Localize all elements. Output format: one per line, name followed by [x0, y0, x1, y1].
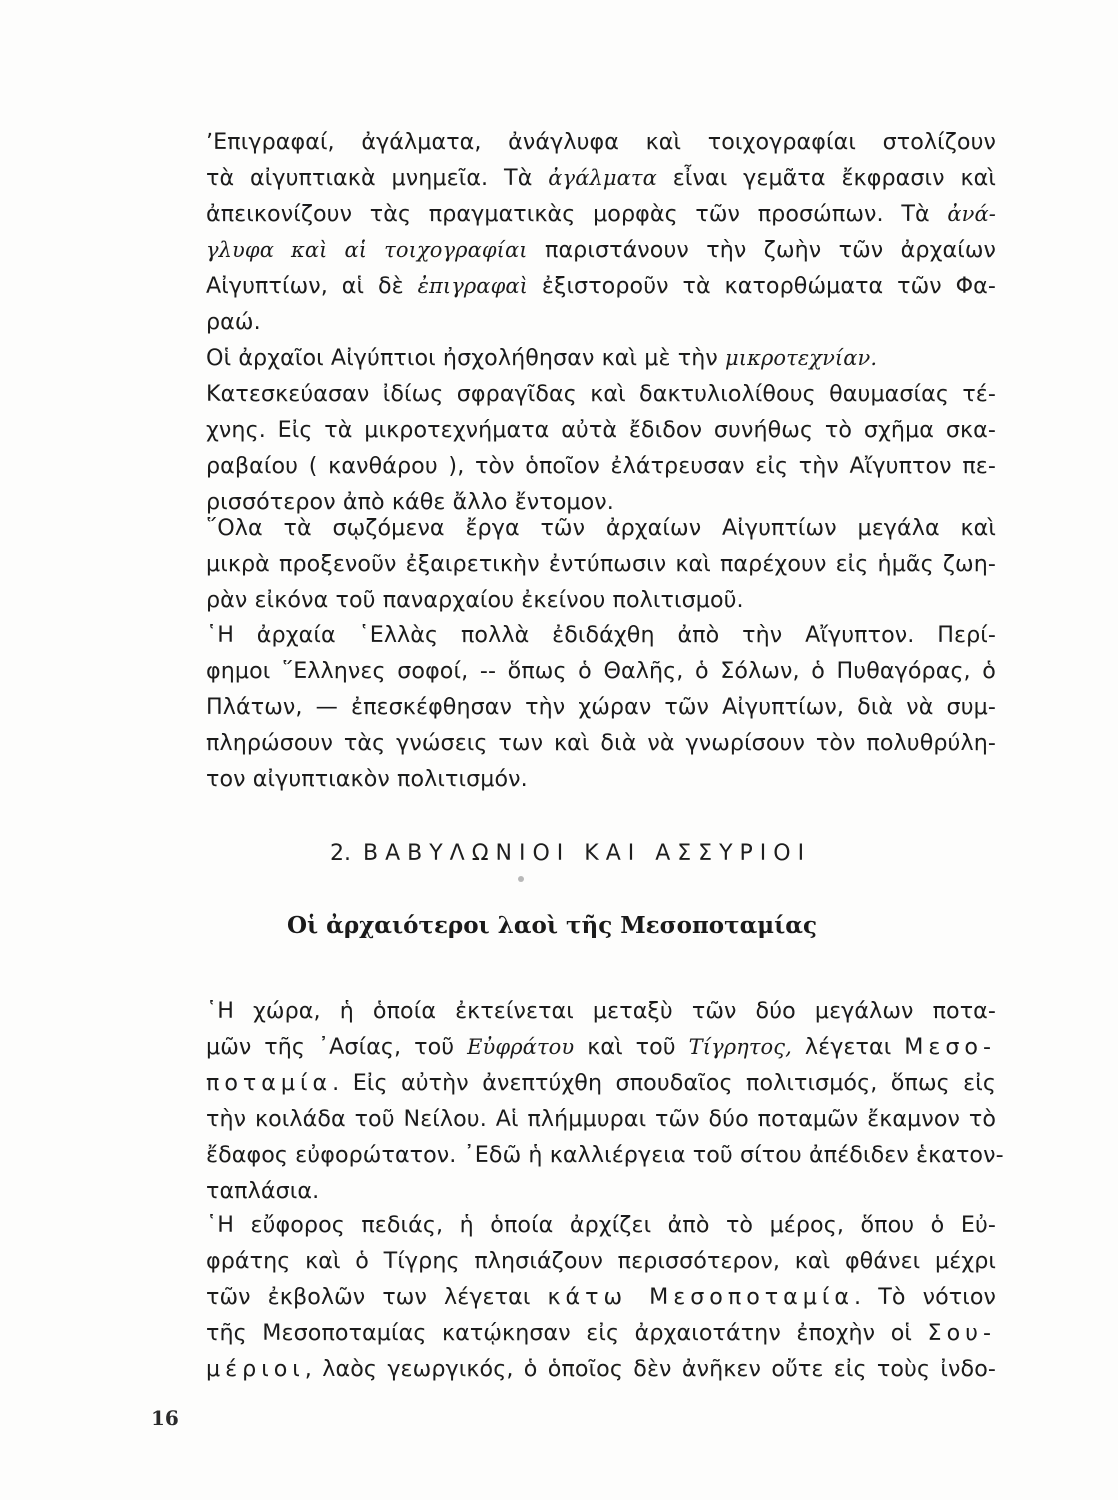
text-span: πληρώσουν τὰς γνώσεις των καὶ διὰ νὰ γνωρίσουν τὸν πολυθρύλη-: [206, 730, 996, 756]
text-span: λέγεται: [791, 1034, 905, 1060]
text-span: . Τὸ νότιον: [854, 1284, 996, 1310]
text-line: [206, 761, 528, 797]
italic-span: ἐπιγραφαὶ: [417, 274, 529, 298]
text-span: ἀπεικονίζουν τὰς πραγματικὰς μορφὰς τῶν προσώπων. Τὰ: [206, 201, 948, 227]
ornament-dot: [518, 876, 524, 882]
text-span: ραβαίου ( κανθάρου ), τὸν ὁποῖον ἐλάτρευσαν εἰς τὴν Αἴγυπτον πε-: [206, 453, 996, 479]
text-line: [206, 448, 996, 484]
text-span: Κατεσκεύασαν ἰδίως σφραγῖδας καὶ δακτυλιολίθους θαυμασίας τέ-: [206, 381, 996, 407]
section-number: 2.: [330, 841, 351, 866]
text-line: [206, 582, 744, 618]
text-span: χνης. Εἰς τὰ μικροτεχνήματα αὐτὰ ἔδιδον συνήθως τὸ σχῆμα σκα-: [206, 417, 996, 443]
text-line: [206, 1207, 996, 1243]
text-span: τὴν κοιλάδα τοῦ Νείλου. Αἱ πλήμμυραι τῶν δύο ποταμῶν ἔκαμνον τὸ: [206, 1106, 996, 1132]
text-span: Οἱ ἀρχαῖοι Αἰγύπτιοι ἠσχολήθησαν καὶ μὲ τὴν: [206, 345, 726, 371]
text-line: [206, 268, 996, 304]
text-line: [206, 993, 996, 1029]
text-span: φημοι ῞Ελληνες σοφοί, -- ὅπως ὁ Θαλῆς, ὁ Σόλων, ὁ Πυθαγόρας, ὁ: [206, 658, 996, 684]
text-span: ῞Ολα τὰ σῳζόμενα ἔργα τῶν ἀρχαίων Αἰγυπτίων μεγάλα καὶ: [206, 515, 996, 541]
text-span: ρὰν εἰκόνα τοῦ παναρχαίου ἐκείνου πολιτισμοῦ.: [206, 587, 744, 613]
text-line: [206, 412, 996, 448]
text-line: [206, 340, 877, 376]
text-line: [206, 546, 996, 582]
text-line: [206, 1243, 996, 1279]
italic-span: ἀνά-: [947, 202, 996, 226]
text-span: ρισσότερον ἀπὸ κάθε ἄλλο ἔντομον.: [206, 489, 614, 515]
spaced-span: μέριοι: [206, 1356, 305, 1382]
text-span: ῾Η χώρα, ἡ ὁποία ἐκτείνεται μεταξὺ τῶν δύο μεγάλων ποτα-: [206, 998, 996, 1024]
text-line: [206, 653, 996, 689]
italic-span: γλυφα καὶ αἱ τοιχογραφίαι: [206, 238, 528, 262]
text-span: ἔδαφος εὐφορώτατον. ᾿Εδῶ ἡ καλλιέργεια τοῦ σίτου ἀπέδιδεν ἑκατον-: [206, 1142, 1004, 1168]
text-line: [206, 689, 996, 725]
text-span: μῶν τῆς ᾿Ασίας, τοῦ: [206, 1034, 468, 1060]
text-line: [206, 1279, 996, 1315]
text-span: ἐξιστοροῦν τὰ κατορθώματα τῶν Φα-: [528, 273, 997, 299]
text-span: τῆς Μεσοποταμίας κατῴκησαν εἰς ἀρχαιοτάτην ἐποχὴν οἱ: [206, 1320, 928, 1346]
text-span: τῶν ἐκβολῶν των λέγεται: [206, 1284, 548, 1310]
text-span: , λαὸς γεωργικός, ὁ ὁποῖος δὲν ἀνῆκεν οὔτε εἰς τοὺς ἰνδο-: [304, 1356, 996, 1382]
text-span: ῾Η ἀρχαία ῾Ελλὰς πολλὰ ἐδιδάχθη ἀπὸ τὴν Αἴγυπτον. Περί-: [206, 622, 996, 648]
text-line: [206, 1065, 996, 1101]
spaced-span: Σου-: [927, 1320, 996, 1346]
text-span: τὰ αἰγυπτιακὰ μνημεῖα. Τὰ: [206, 165, 549, 191]
text-line: [206, 1029, 996, 1065]
text-span: ραώ.: [206, 309, 261, 335]
text-line: [206, 124, 996, 160]
page-number: 16: [151, 1406, 179, 1430]
text-span: μικρὰ προξενοῦν ἐξαιρετικὴν ἐντύπωσιν καὶ παρέχουν εἰς ἡμᾶς ζωη-: [206, 551, 996, 577]
text-span: . Εἰς αὐτὴν ἀνεπτύχθη σπουδαῖος πολιτισμός, ὅπως εἰς: [332, 1070, 996, 1096]
text-span: ʼΕπιγραφαί, ἀγάλματα, ἀνάγλυφα καὶ τοιχογραφίαι στολίζουν: [206, 129, 996, 155]
section-subtitle: Οἱ ἀρχαιότεροι λαοὶ τῆς Μεσοποταμίας: [287, 912, 817, 939]
section-title: ΒΑΒΥΛΩΝΙΟΙ ΚΑΙ ΑΣΣΥΡΙΟΙ: [363, 841, 812, 866]
text-line: [206, 1173, 319, 1209]
spaced-span: κάτω Μεσοποταμία: [547, 1284, 855, 1310]
text-span: Πλάτων, — ἐπεσκέφθησαν τὴν χώραν τῶν Αἰγυπτίων, διὰ νὰ συμ-: [206, 694, 996, 720]
text-line: [206, 1137, 1004, 1173]
italic-span: ἀγάλματα: [548, 166, 657, 190]
text-span: τον αἰγυπτιακὸν πολιτισμόν.: [206, 766, 528, 792]
text-span: ῾Η εὔφορος πεδιάς, ἡ ὁποία ἀρχίζει ἀπὸ τὸ μέρος, ὅπου ὁ Εὐ-: [206, 1212, 996, 1238]
text-line: [206, 1351, 996, 1387]
spaced-span: ποταμία: [206, 1070, 333, 1096]
spaced-span: Μεσο-: [904, 1034, 997, 1060]
text-line: [206, 1315, 996, 1351]
text-span: παριστάνουν τὴν ζωὴν τῶν ἀρχαίων: [527, 237, 996, 263]
text-line: [206, 376, 996, 412]
text-line: [206, 725, 996, 761]
italic-span: Εὐφράτου: [467, 1035, 575, 1059]
text-line: [206, 232, 996, 268]
text-line: [206, 160, 996, 196]
text-line: [206, 510, 996, 546]
text-span: ταπλάσια.: [206, 1178, 320, 1204]
text-line: [206, 304, 261, 340]
text-line: [206, 196, 996, 232]
text-span: φράτης καὶ ὁ Τίγρης πλησιάζουν περισσότερον, καὶ φθάνει μέχρι: [206, 1248, 996, 1274]
text-line: [206, 617, 996, 653]
text-line: [206, 1101, 996, 1137]
italic-span: μικροτεχνίαν.: [725, 346, 878, 370]
text-span: Αἰγυπτίων, αἱ δὲ: [206, 273, 418, 299]
section-heading: [330, 836, 811, 872]
text-span: καὶ τοῦ: [574, 1034, 689, 1060]
italic-span: Τίγρητος,: [688, 1035, 792, 1059]
text-span: εἶναι γεμᾶτα ἔκφρασιν καὶ: [656, 165, 996, 191]
